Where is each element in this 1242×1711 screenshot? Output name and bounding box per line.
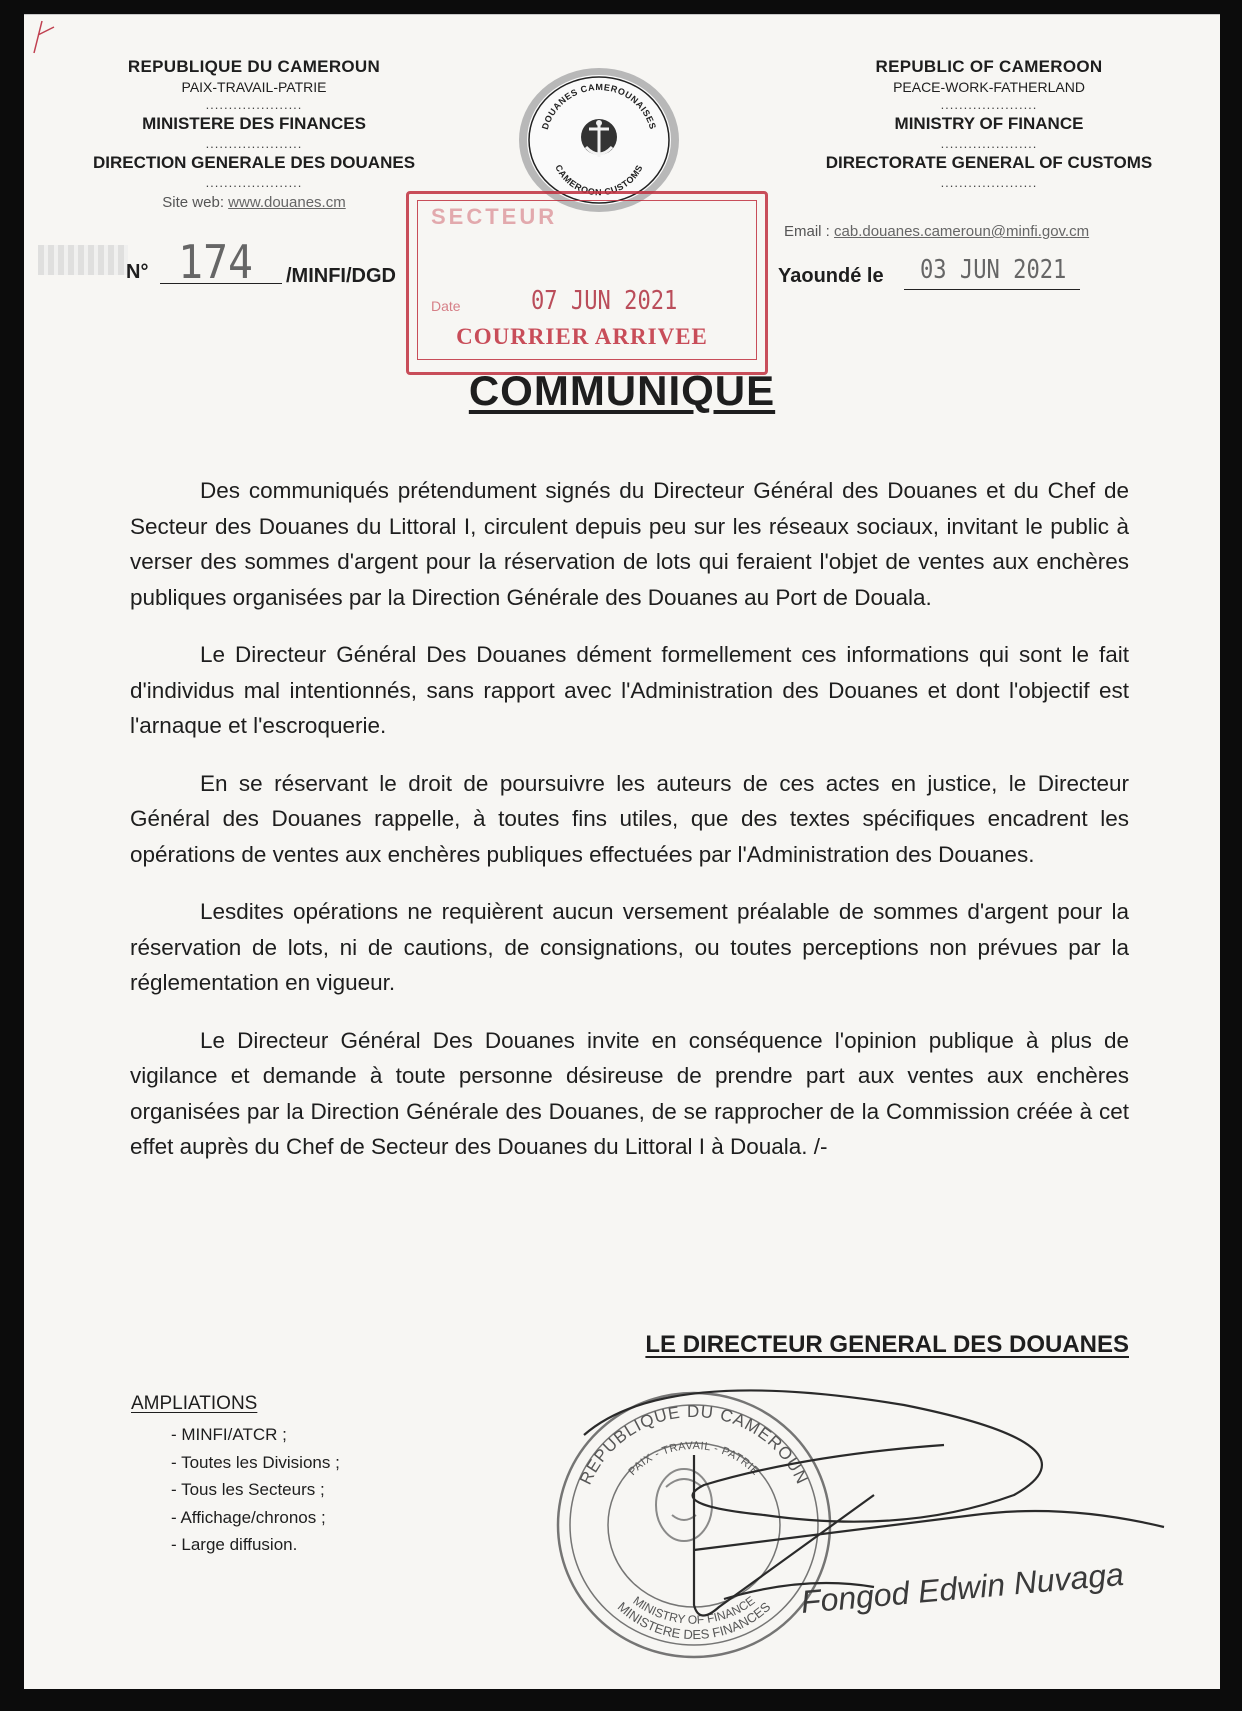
reference-prefix: N° xyxy=(126,261,149,283)
stamp-date-label: Date xyxy=(431,298,461,314)
website-label: Site web: xyxy=(162,194,229,211)
motto-fr: PAIX-TRAVAIL-PATRIE xyxy=(181,79,327,95)
stamp-bottom-text: COURRIER ARRIVEE xyxy=(456,324,708,349)
separator: ..................... xyxy=(940,97,1038,112)
separator: ..................... xyxy=(205,175,303,190)
reference-suffix: /MINFI/DGD xyxy=(286,265,396,287)
paragraph: En se réservant le droit de poursuivre les auteurs de ces actes en justice, le Directeur Général des Douanes rappelle, à toutes fins utiles, que des textes spécifiques encadrent les opérations de ventes aux enchères publiques effectuées par l'Administration des Douanes. xyxy=(130,770,1129,867)
date-label: Yaoundé le xyxy=(778,265,884,287)
separator: ..................... xyxy=(940,175,1038,190)
list-item: - MINFI/ATCR ; xyxy=(171,1425,287,1444)
paragraph: Des communiqués prétendument signés du Directeur Général des Douanes et du Chef de Secteur des Douanes du Littoral I, circulent depuis peu sur les réseaux sociaux, invitant le public à verser des sommes d'argent pour la réservation de lots qui feraient l'objet de ventes aux enchères publiques organisées par la Direction Générale des Douanes au Port de Douala. xyxy=(130,478,1129,610)
directorate-en: DIRECTORATE GENERAL OF CUSTOMS xyxy=(825,153,1153,172)
paragraph: Le Directeur Général Des Douanes dément formellement ces informations qui sont le fait d'individus mal intentionnés, sans rapport avec l'Administration des Douanes et dont l'objectif est l'arnaque et l'escroquerie. xyxy=(130,642,1129,738)
website-link[interactable]: www.douanes.cm xyxy=(228,194,346,211)
ministry-fr: MINISTERE DES FINANCES xyxy=(142,114,366,133)
separator: ..................... xyxy=(205,97,303,112)
signatory-name: Fongod Edwin Nuvaga xyxy=(799,1555,1126,1620)
document-page xyxy=(24,14,1220,1689)
list-item: - Large diffusion. xyxy=(171,1535,298,1554)
list-item: - Affichage/chronos ; xyxy=(171,1507,326,1527)
ministry-en: MINISTRY OF FINANCE xyxy=(894,114,1084,133)
seal-motto: PAIX - TRAVAIL - PATRIE xyxy=(626,1439,762,1478)
separator: ..................... xyxy=(940,136,1038,151)
header-right xyxy=(799,57,1179,190)
ampliations-list xyxy=(171,1421,340,1559)
emblem-ring-bottom: CAMEROON CUSTOMS xyxy=(553,162,645,198)
reference-number: 174 xyxy=(178,235,253,289)
seal-ring-bottom: MINISTRY OF FINANCE xyxy=(630,1593,758,1627)
motto-en: PEACE-WORK-FATHERLAND xyxy=(893,79,1085,95)
corner-mark xyxy=(28,17,58,57)
list-item: - Tous les Secteurs ; xyxy=(171,1480,325,1499)
country-name-en: REPUBLIC OF CAMEROON xyxy=(875,57,1103,76)
date-underline xyxy=(904,289,1080,290)
list-item: - Toutes les Divisions ; xyxy=(171,1452,340,1472)
official-seal xyxy=(544,1375,1184,1687)
redacted-mark xyxy=(38,245,128,275)
ampliations-heading: AMPLIATIONS xyxy=(131,1393,258,1414)
date-value: 03 JUN 2021 xyxy=(920,255,1067,285)
header-left xyxy=(74,57,434,211)
email-label: Email : xyxy=(784,223,835,240)
website-line xyxy=(74,194,434,211)
email-link[interactable]: cab.douanes.cameroun@minfi.gov.cm xyxy=(834,223,1090,240)
directorate-fr: DIRECTION GENERALE DES DOUANES xyxy=(92,153,416,172)
emblem-ring-top: DOUANES CAMEROUNAISES xyxy=(539,81,659,131)
email-line xyxy=(784,223,1184,240)
stamp-date: 07 JUN 2021 xyxy=(531,286,678,316)
paragraph: Le Directeur Général Des Douanes invite en conséquence l'opinion publique à plus de vigilance et demande à toute personne désireuse de prendre part aux ventes aux enchères organisées par la Direction Générale des Douanes, de se rapprocher de la Commission créée à cet effet auprès du Chef de Secteur des Douanes du Littoral I à Douala. /- xyxy=(130,1027,1129,1159)
country-name-fr: REPUBLIQUE DU CAMEROUN xyxy=(127,57,381,76)
seal-ring-top: REPUBLIQUE DU CAMEROUN xyxy=(575,1401,813,1488)
separator: ..................... xyxy=(205,136,303,151)
seal-ring-bottom-2: MINISTERE DES FINANCES xyxy=(614,1598,774,1643)
body-text xyxy=(130,473,1129,1187)
page-title: COMMUNIQUE xyxy=(468,367,776,414)
paragraph: Lesdites opérations ne requièrent aucun versement préalable de sommes d'argent pour la réservation de lots, ni de cautions, de consignations, ou toutes perceptions non prévues par la réglementation en vigueur. xyxy=(130,899,1129,995)
signature-title: LE DIRECTEUR GENERAL DES DOUANES xyxy=(645,1331,1129,1358)
received-stamp: SECTEUR Date 07 JUN 2021 COURRIER ARRIVEE xyxy=(406,191,768,375)
ampliations xyxy=(131,1393,340,1559)
